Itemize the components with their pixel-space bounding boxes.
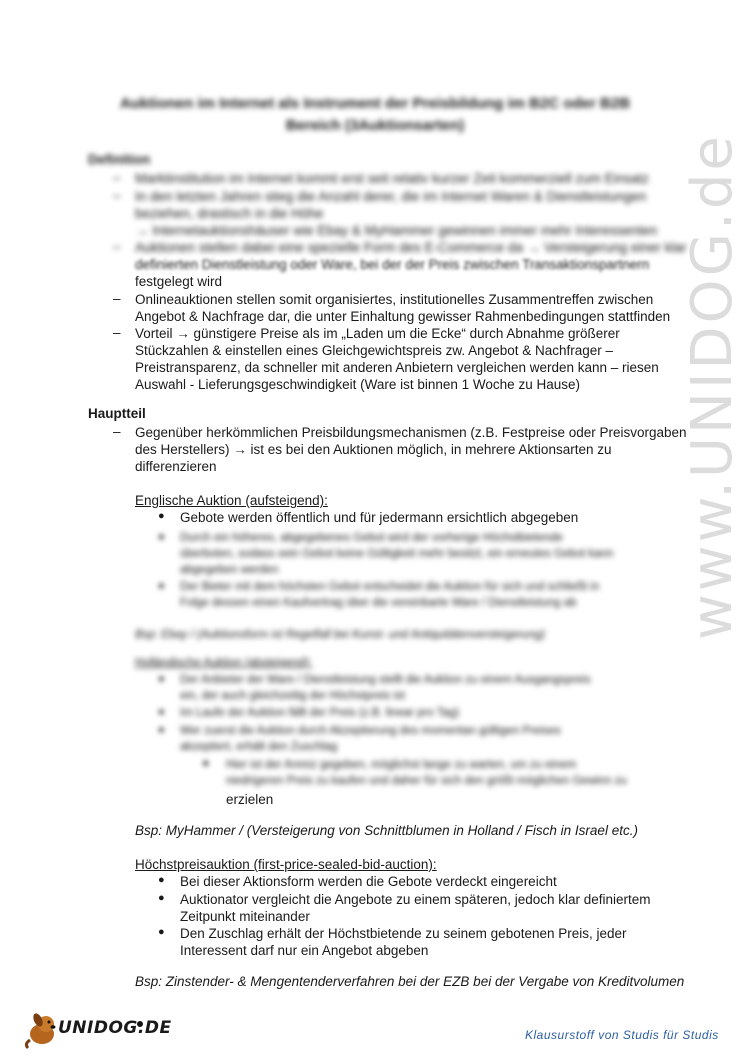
document-title-line2: Bereich (3Auktionsarten) xyxy=(285,117,465,134)
dutch-auction-item: akzeptiert, erhält den Zuschlag xyxy=(180,741,338,753)
unidog-logo-text: UNIDOG.DE xyxy=(58,1018,172,1038)
watermark: www.UNIDOG.de xyxy=(680,133,745,640)
first-price-auction-heading: Höchstpreisauktion (first-price-sealed-bid-auction): xyxy=(135,857,437,872)
dash-marker: – xyxy=(113,239,121,254)
definition-line: festgelegt wird xyxy=(135,274,223,289)
english-auction-item: Der Bieter mit dem höchsten Gebot entscheidet die Auktion für sich und schließt in xyxy=(180,581,600,593)
hauptteil-heading: Hauptteil xyxy=(88,406,146,421)
first-price-auction-item: Zeitpunkt miteinander xyxy=(180,909,310,924)
definition-line: Stückzahlen & einstellen eines Gleichgewichtspreis zw. Angebot & Nachfrager – xyxy=(135,343,614,358)
english-auction-item: überboten, sodass sein Gebot keine Gültigkeit mehr besitzt, ein erneutes Gebot kann xyxy=(180,548,614,560)
english-auction-example: Bsp: Ebay / (Auktionsform ist Regelfall bei Kunst- und Antiquitätenversteigerung) xyxy=(135,629,545,641)
dutch-auction-item: Der Anbieter der Ware / Dienstleistung stellt die Auktion zu einem Ausgangspreis xyxy=(180,674,591,686)
definition-line: Auswahl - Lieferungsgeschwindigkeit (Ware ist binnen 1 Woche zu Hause) xyxy=(135,377,580,392)
definition-line: Angebot & Nachfrage dar, die unter Einhaltung gewisser Rahmenbedingungen stattfinden xyxy=(135,309,671,324)
first-price-auction-example: Bsp: Zinstender- & Mengentenderverfahren bei der EZB bei der Vergabe von Kreditvolumen xyxy=(135,974,685,989)
dash-marker: – xyxy=(113,291,121,306)
dash-marker: – xyxy=(113,325,121,340)
footer-tagline: Klausurstoff von Studis für Studis xyxy=(525,1028,719,1042)
definition-line: Marktinstitution im Internet kommt erst seit relativ kurzer Zeit kommerziell zum Einsatz xyxy=(135,171,649,186)
definition-line: Preistransparenz, da schneller mit anderen Anbietern vergleichen werden kann – riesen xyxy=(135,360,659,375)
document-title-line1: Auktionen im Internet als Instrument der Preisbildung im B2C oder B2B xyxy=(119,95,631,112)
definition-line: Onlineauktionen stellen somit organisiertes, institutionelles Zusammentreffen zwischen xyxy=(135,292,654,307)
dutch-auction-subitem: Hier ist der Anreiz gegeben, möglichst lange zu warten, um zu einem xyxy=(226,759,577,771)
definition-line: Vorteil → günstigere Preise als im „Laden um die Ecke“ durch Abnahme größerer xyxy=(135,326,620,341)
bullet-icon: ● xyxy=(158,673,165,685)
dash-marker: – xyxy=(113,188,121,203)
dash-marker: – xyxy=(113,170,121,185)
definition-line: beziehen, drastisch in die Höhe xyxy=(135,206,324,221)
english-auction-item: abgegeben werden xyxy=(180,564,279,576)
first-price-auction-item: Den Zuschlag erhält der Höchstbietende zu seinem gebotenen Preis, jeder xyxy=(180,926,627,941)
dutch-auction-subitem: niedrigeren Preis zu kaufen und daher für sich den größt möglichen Gewinn zu xyxy=(226,775,627,787)
dutch-auction-item: Wer zuerst die Auktion durch Akzeptierung des momentan gültigen Preises xyxy=(180,725,561,737)
hauptteil-intro-line: Gegenüber herkömmlichen Preisbildungsmechanismen (z.B. Festpreise oder Preisvorgaben xyxy=(135,425,687,440)
definition-line: Auktionen stellen dabei eine spezielle Form des E-Commerce da → Versteigerung einer klar xyxy=(135,240,687,255)
bullet-icon: ● xyxy=(158,724,165,736)
english-auction-item: Durch ein höheres, abgegebenes Gebot wird der vorherige Höchstbietende xyxy=(180,532,563,544)
first-price-auction-item: Interessent darf nur ein Angebot abgeben xyxy=(180,943,429,958)
dutch-auction-heading: Holländische Auktion (absteigend): xyxy=(135,657,313,669)
definition-line: In den letzten Jahren stieg die Anzahl derer, die im Internet Waren & Dienstleistungen xyxy=(135,189,647,204)
bullet-icon: ● xyxy=(158,892,165,904)
dutch-auction-example: Bsp: MyHammer / (Versteigerung von Schnittblumen in Holland / Fisch in Israel etc.) xyxy=(135,823,638,838)
bullet-icon: ● xyxy=(158,926,165,938)
bullet-icon: ● xyxy=(158,706,165,718)
bullet-icon: ● xyxy=(158,510,165,522)
english-auction-item: Folge dessen einen Kaufvertrag über die vereinbarte Ware / Dienstleistung ab xyxy=(180,597,577,609)
definition-line: definierten Dienstleistung oder Ware, bei der der Preis zwischen Transaktionspartnern xyxy=(135,257,650,272)
hauptteil-intro-line: des Herstellers) → ist es bei den Auktionen möglich, in mehrere Aktionsarten zu xyxy=(135,442,612,457)
definition-heading: Definition xyxy=(88,152,151,167)
dutch-auction-item: Im Laufe der Auktion fällt der Preis (z.B. linear pro Tag) xyxy=(180,707,460,719)
english-auction-heading: Englische Auktion (aufsteigend): xyxy=(135,493,328,508)
dutch-auction-item: ein, der auch gleichzeitig der Höchstpreis ist xyxy=(180,690,406,702)
english-auction-item: Gebote werden öffentlich und für jedermann ersichtlich abgegeben xyxy=(180,510,579,525)
hauptteil-intro-line: differenzieren xyxy=(135,459,217,474)
dutch-auction-subitem: erzielen xyxy=(226,792,274,807)
dash-marker: – xyxy=(113,424,121,439)
bullet-icon: ● xyxy=(158,580,165,592)
square-bullet-icon: ■ xyxy=(203,758,209,768)
bullet-icon: ● xyxy=(158,531,165,543)
first-price-auction-item: Auktionator vergleicht die Angebote zu einem späteren, jedoch klar definiertem xyxy=(180,892,651,907)
bullet-icon: ● xyxy=(158,874,165,886)
first-price-auction-item: Bei dieser Aktionsform werden die Gebote verdeckt eingereicht xyxy=(180,874,557,889)
definition-line: → Internetauktionshäuser wie Ebay & MyHammer gewinnen immer mehr Interessenten xyxy=(135,223,658,238)
